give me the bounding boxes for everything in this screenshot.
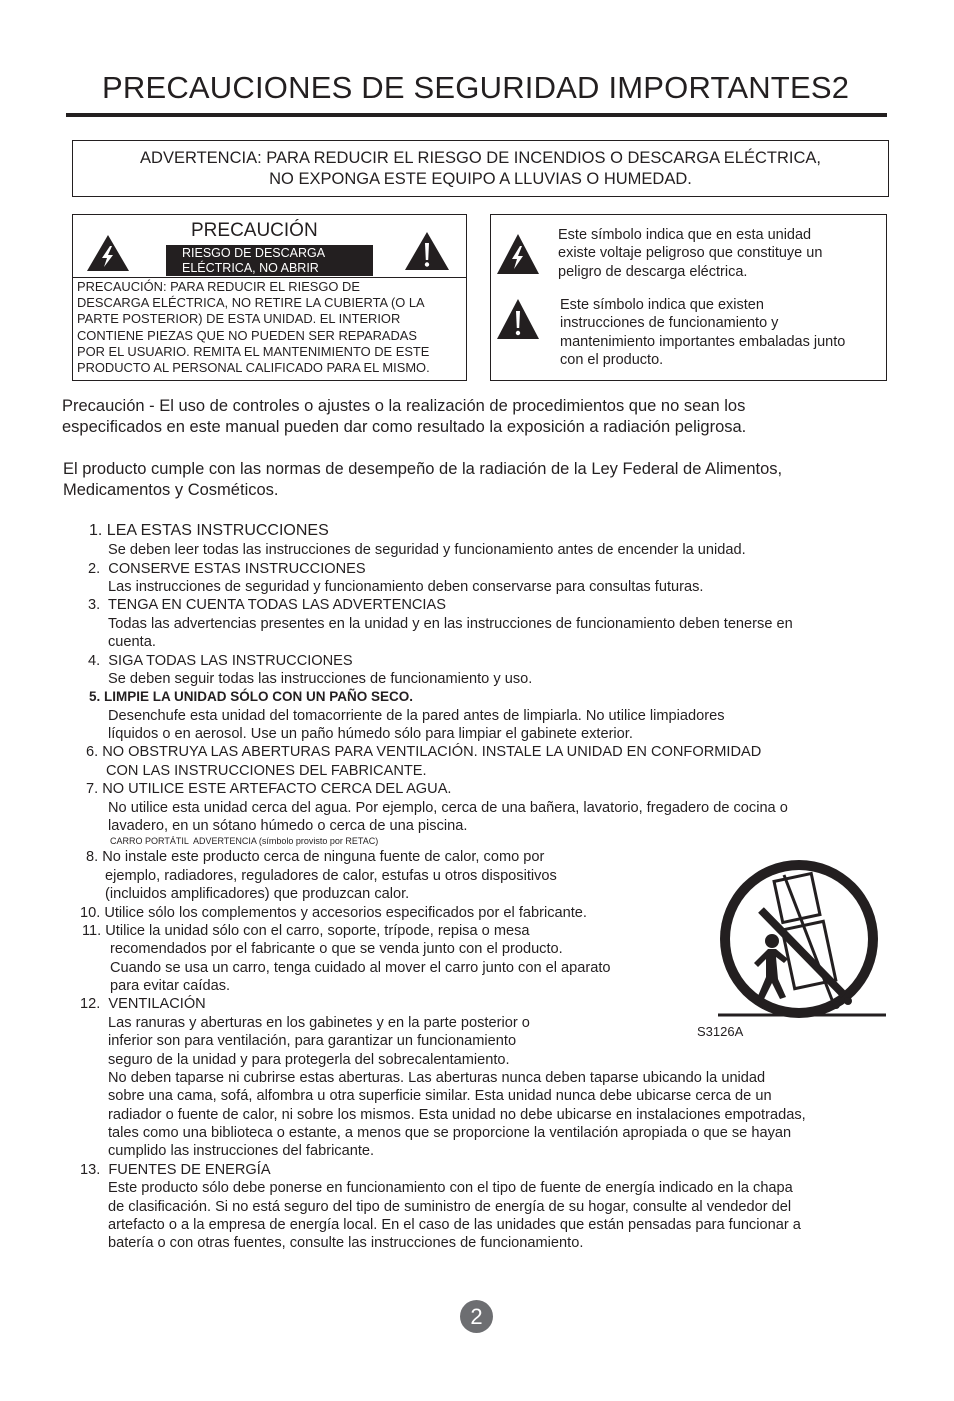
item-11-text-4: para evitar caídas. [110, 978, 231, 994]
item-8-text-3: (incluidos amplificadores) que produzcan calor. [105, 886, 410, 902]
item-6-heading-1: 6. NO OBSTRUYA LAS ABERTURAS PARA VENTILACIÓN. INSTALE LA UNIDAD EN CONFORMIDAD [86, 744, 762, 760]
item-4-heading: 4. SIGA TODAS LAS INSTRUCCIONES [88, 653, 353, 669]
item-7-text-1: No utilice esta unidad cerca del agua. Por ejemplo, cerca de una bañera, lavatorio, fregadero de cocina o [108, 800, 788, 816]
item-13-heading: 13. FUENTES DE ENERGÍA [80, 1162, 271, 1178]
cart-figure-caption: S3126A [697, 1024, 744, 1039]
page-title: PRECAUCIONES DE SEGURIDAD IMPORTANTES2 [102, 70, 850, 105]
item-11-text-2: recomendados por el fabricante o que se venda junto con el producto. [110, 941, 563, 957]
item-12-text-1: Las ranuras y aberturas en los gabinetes y en la parte posterior o [108, 1015, 530, 1031]
item-3-heading: 3. TENGA EN CUENTA TODAS LAS ADVERTENCIAS [88, 597, 446, 613]
item-12-heading: 12. VENTILACIÓN [80, 996, 206, 1012]
compliance-paragraph: El producto cumple con las normas de desempeño de la radiación de la Ley Federal de Alimentos, Medicamentos y Cosméticos. [63, 460, 783, 499]
item-13-text-1: Este producto sólo debe ponerse en funcionamiento con el tipo de fuente de energía indicado en la chapa [108, 1180, 793, 1196]
item-13-text-3: artefacto o a la empresa de energía local. En el caso de las unidades que están pensadas para funcionar a [108, 1217, 801, 1233]
item-7-heading: 7. NO UTILICE ESTE ARTEFACTO CERCA DEL AGUA. [86, 781, 452, 797]
item-5-text-1: Desenchufe esta unidad del tomacorriente de la pared antes de limpiarla. No utilice limpiadores [108, 708, 725, 724]
item-3-text-2: cuenta. [108, 634, 156, 650]
exclamation-symbol-text: Este símbolo indica que existen instrucciones de funcionamiento y mantenimiento importantes embaladas junto con el producto. [560, 297, 846, 368]
item-3-text-1: Todas las advertencias presentes en la unidad y en las instrucciones de funcionamiento deben tenerse en [108, 616, 793, 632]
precaution-paragraph: Precaución - El uso de controles o ajustes o la realización de procedimientos que no sean los especificados en este manual pueden dar como resultado la exposición a radiación peligrosa. [62, 397, 747, 436]
item-13-text-4: batería o con otras fuentes, consulte las instrucciones de funcionamiento. [108, 1235, 584, 1251]
item-6-heading-2: CON LAS INSTRUCCIONES DEL FABRICANTE. [106, 763, 427, 779]
shock-risk-line-1: RIESGO DE DESCARGA [182, 246, 326, 260]
warning-box [72, 140, 889, 197]
caution-heading: PRECAUCIÓN [191, 220, 318, 241]
item-11-text-1: 11. Utilice la unidad sólo con el carro, soporte, trípode, repisa o mesa [82, 923, 530, 939]
item-12-text-2: inferior son para ventilación, para garantizar un funcionamiento [108, 1033, 517, 1049]
item-11-text-3: Cuando se usa un carro, tenga cuidado al mover el carro junto con el aparato [110, 960, 611, 976]
lightning-warning-icon [496, 233, 540, 275]
title-rule [66, 113, 887, 117]
caution-text: PRECAUCIÓN: PARA REDUCIR EL RIESGO DE DESCARGA ELÉCTRICA, NO RETIRE LA CUBIERTA (O LA PARTE POSTERIOR) DE ESTA UNIDAD. EL INTERIOR CONTIENE PIEZAS QUE NO PUEDEN SER REPARADAS POR EL USUARIO. REMITA EL MANTENIMIENTO DE ESTE PRODUCTO AL PERSONAL CALIFICADO PARA EL MISMO. [77, 279, 430, 376]
exclamation-warning-icon [496, 298, 540, 340]
item-2-heading: 2. CONSERVE ESTAS INSTRUCCIONES [88, 561, 366, 577]
item-4-text: Se deben seguir todas las instrucciones de funcionamiento y uso. [108, 671, 533, 687]
warning-line-1: ADVERTENCIA: PARA REDUCIR EL RIESGO DE INCENDIOS O DESCARGA ELÉCTRICA, [140, 149, 821, 167]
item-7-text-2: lavadero, en un sótano húmedo o cerca de una piscina. [108, 818, 468, 834]
item-8-text-1: 8. No instale este producto cerca de ninguna fuente de calor, como por [86, 849, 545, 865]
item-12-text-5: sobre una cama, sofá, alfombra u otra superficie similar. Esta unidad nunca debe ubicarse cerca de un [108, 1088, 772, 1104]
shock-risk-line-2: ELÉCTRICA, NO ABRIR [182, 261, 319, 275]
item-10-text: 10. Utilice sólo los complementos y accesorios especificados por el fabricante. [80, 905, 587, 921]
warning-line-2: NO EXPONGA ESTE EQUIPO A LLUVIAS O HUMEDAD. [269, 170, 692, 188]
exclamation-warning-icon [404, 231, 450, 271]
cart-tipover-icon [716, 855, 888, 1023]
item-8-text-2: ejemplo, radiadores, reguladores de calor, estufas u otros dispositivos [105, 868, 557, 884]
page-number-badge: 2 [460, 1300, 493, 1333]
item-1-text: Se deben leer todas las instrucciones de seguridad y funcionamiento antes de encender la unidad. [108, 542, 746, 558]
item-1-heading: 1. LEA ESTAS INSTRUCCIONES [89, 522, 329, 539]
caution-divider [73, 277, 466, 278]
item-5-text-2: líquidos o en aerosol. Use un paño húmedo sólo para limpiar el gabinete exterior. [108, 726, 633, 742]
item-13-text-2: de clasificación. Si no está seguro del tipo de suministro de energía de su hogar, consulte al vendedor del [108, 1199, 792, 1215]
lightning-symbol-text: Este símbolo indica que en esta unidad existe voltaje peligroso que constituye un peligro de descarga eléctrica. [558, 227, 823, 280]
item-5-heading: 5. LIMPIE LA UNIDAD SÓLO CON UN PAÑO SECO. [89, 689, 414, 704]
symbols-box [490, 214, 887, 381]
item-12-text-6: radiador o fuente de calor, ni sobre los mismos. Esta unidad no debe ubicarse en instalaciones empotradas, [108, 1107, 806, 1123]
lightning-warning-icon [86, 234, 130, 272]
item-12-text-3: seguro de la unidad y para protegerla del sobrecalentamiento. [108, 1052, 510, 1068]
item-12-text-8: cumplido las instrucciones del fabricante. [108, 1143, 375, 1159]
item-2-text: Las instrucciones de seguridad y funcionamiento deben conservarse para consultas futuras. [108, 579, 704, 595]
item-12-text-7: tales como una biblioteca o estante, a menos que se proporcione la ventilación apropiada o que se hayan [108, 1125, 792, 1141]
shock-risk-label [166, 245, 373, 276]
item-12-text-4: No deben taparse ni cubrirse estas aberturas. Las aberturas nunca deben taparse ubicando la unidad [108, 1070, 766, 1086]
caution-box [72, 214, 467, 381]
cart-warning-caption: CARRO PORTÁTIL ADVERTENCIA (símbolo provisto por RETAC) [110, 836, 379, 846]
